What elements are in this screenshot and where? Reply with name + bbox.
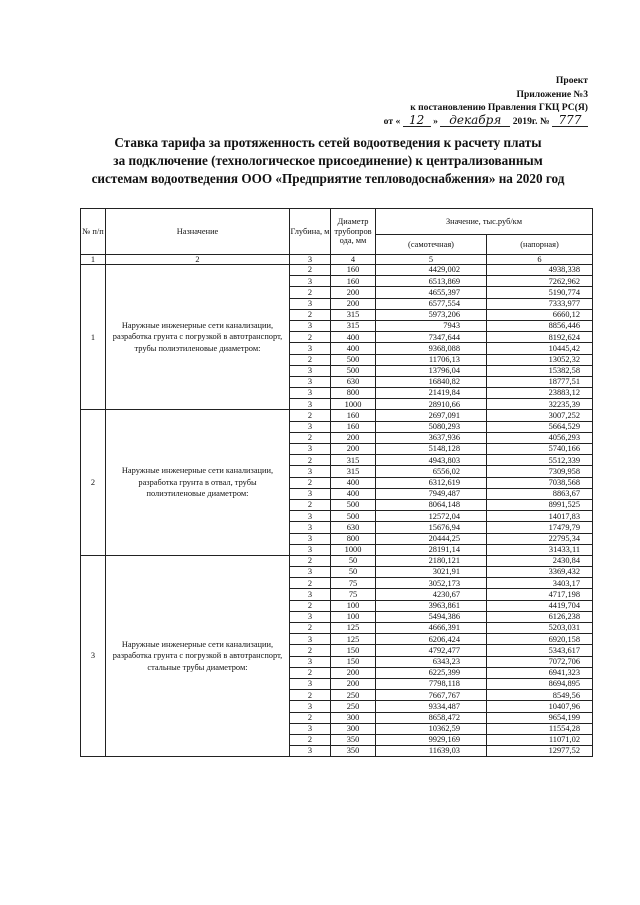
pressure-value-cell: 2430,84 xyxy=(487,555,593,566)
depth-cell: 3 xyxy=(290,746,331,757)
diameter-cell: 150 xyxy=(331,656,376,667)
table-row xyxy=(81,265,593,276)
tariff-table-body xyxy=(81,265,593,757)
diameter-cell: 100 xyxy=(331,611,376,622)
gravity-value-cell: 4655,397 xyxy=(376,287,487,298)
gravity-value-cell: 5148,128 xyxy=(376,444,487,455)
depth-cell: 3 xyxy=(290,320,331,331)
table-row xyxy=(81,410,593,421)
column-number: 4 xyxy=(331,255,376,265)
depth-cell: 3 xyxy=(290,298,331,309)
table-row xyxy=(81,555,593,566)
gravity-value-cell: 7949,487 xyxy=(376,488,487,499)
pressure-value-cell: 13052,32 xyxy=(487,354,593,365)
gravity-value-cell: 6556,02 xyxy=(376,466,487,477)
gravity-value-cell: 12572,04 xyxy=(376,511,487,522)
diameter-cell: 250 xyxy=(331,701,376,712)
pressure-value-cell: 7333,977 xyxy=(487,298,593,309)
depth-cell: 3 xyxy=(290,511,331,522)
gravity-value-cell: 9929,169 xyxy=(376,734,487,745)
depth-cell: 3 xyxy=(290,365,331,376)
depth-cell: 2 xyxy=(290,499,331,510)
gravity-value-cell: 7798,118 xyxy=(376,678,487,689)
group-number: 3 xyxy=(81,555,106,756)
depth-cell: 2 xyxy=(290,432,331,443)
depth-cell: 3 xyxy=(290,544,331,555)
diameter-cell: 500 xyxy=(331,511,376,522)
pressure-value-cell: 8991,525 xyxy=(487,499,593,510)
pressure-value-cell: 5664,529 xyxy=(487,421,593,432)
gravity-value-cell: 5973,206 xyxy=(376,309,487,320)
gravity-value-cell: 3637,936 xyxy=(376,432,487,443)
gravity-value-cell: 10362,59 xyxy=(376,723,487,734)
gravity-value-cell: 4792,477 xyxy=(376,645,487,656)
pressure-value-cell: 5740,166 xyxy=(487,444,593,455)
depth-cell: 2 xyxy=(290,734,331,745)
gravity-value-cell: 3021,91 xyxy=(376,567,487,578)
pressure-value-cell: 32235,39 xyxy=(487,399,593,410)
pressure-value-cell: 6941,323 xyxy=(487,667,593,678)
document-title xyxy=(58,134,598,188)
depth-cell: 2 xyxy=(290,578,331,589)
depth-cell: 2 xyxy=(290,690,331,701)
group-description: Наружные инженерные сети канализации, разработка грунта с погрузкой в автотранспорт, трубы полиэтиленовые диаметром: xyxy=(106,265,290,410)
diameter-cell: 160 xyxy=(331,410,376,421)
diameter-cell: 200 xyxy=(331,678,376,689)
diameter-cell: 200 xyxy=(331,667,376,678)
depth-cell: 3 xyxy=(290,421,331,432)
pressure-value-cell: 7309,958 xyxy=(487,466,593,477)
gravity-value-cell: 11706,13 xyxy=(376,354,487,365)
gravity-value-cell: 28191,14 xyxy=(376,544,487,555)
diameter-cell: 125 xyxy=(331,623,376,634)
depth-cell: 3 xyxy=(290,567,331,578)
diameter-cell: 200 xyxy=(331,287,376,298)
gravity-value-cell: 4429,002 xyxy=(376,265,487,276)
depth-cell: 3 xyxy=(290,611,331,622)
depth-cell: 2 xyxy=(290,712,331,723)
diameter-cell: 160 xyxy=(331,265,376,276)
handwritten-doc-number: 777 xyxy=(552,115,588,127)
date-year: 2019г. № xyxy=(512,115,550,127)
pressure-value-cell: 7262,962 xyxy=(487,276,593,287)
gravity-value-cell: 7667,767 xyxy=(376,690,487,701)
gravity-value-cell: 6577,554 xyxy=(376,298,487,309)
column-number: 2 xyxy=(106,255,290,265)
group-description: Наружные инженерные сети канализации, разработка грунта с погрузкой в автотранспорт, стальные трубы диаметром: xyxy=(106,555,290,756)
depth-cell: 2 xyxy=(290,477,331,488)
depth-cell: 3 xyxy=(290,589,331,600)
diameter-cell: 630 xyxy=(331,522,376,533)
diameter-cell: 160 xyxy=(331,276,376,287)
diameter-cell: 300 xyxy=(331,723,376,734)
appendix-label: Приложение №3 xyxy=(516,88,588,100)
gravity-value-cell: 3963,861 xyxy=(376,600,487,611)
gravity-value-cell: 13796,04 xyxy=(376,365,487,376)
diameter-cell: 50 xyxy=(331,555,376,566)
depth-cell: 2 xyxy=(290,623,331,634)
diameter-cell: 800 xyxy=(331,388,376,399)
title-line: за подключение (технологическое присоединение) к централизованным xyxy=(113,153,543,168)
diameter-cell: 315 xyxy=(331,309,376,320)
gravity-value-cell: 5494,386 xyxy=(376,611,487,622)
header-gravity: (самотечная) xyxy=(376,235,487,255)
diameter-cell: 315 xyxy=(331,466,376,477)
diameter-cell: 400 xyxy=(331,343,376,354)
pressure-value-cell: 4056,293 xyxy=(487,432,593,443)
depth-cell: 3 xyxy=(290,399,331,410)
header-pressure: (напорная) xyxy=(487,235,593,255)
diameter-cell: 1000 xyxy=(331,544,376,555)
depth-cell: 3 xyxy=(290,723,331,734)
depth-cell: 3 xyxy=(290,343,331,354)
depth-cell: 3 xyxy=(290,444,331,455)
gravity-value-cell: 28910,66 xyxy=(376,399,487,410)
pressure-value-cell: 5190,774 xyxy=(487,287,593,298)
depth-cell: 2 xyxy=(290,265,331,276)
gravity-value-cell: 9368,088 xyxy=(376,343,487,354)
pressure-value-cell: 3007,252 xyxy=(487,410,593,421)
pressure-value-cell: 9654,199 xyxy=(487,712,593,723)
depth-cell: 3 xyxy=(290,533,331,544)
gravity-value-cell: 3052,173 xyxy=(376,578,487,589)
pressure-value-cell: 14017,83 xyxy=(487,511,593,522)
header-diameter: Диаметр трубопров ода, мм xyxy=(331,209,376,255)
group-number: 2 xyxy=(81,410,106,555)
title-line: системам водоотведения ООО «Предприятие тепловодоснабжения» на 2020 год xyxy=(91,171,565,186)
diameter-cell: 400 xyxy=(331,332,376,343)
diameter-cell: 315 xyxy=(331,320,376,331)
diameter-cell: 350 xyxy=(331,734,376,745)
resolution-date-line xyxy=(383,112,588,129)
pressure-value-cell: 6920,158 xyxy=(487,634,593,645)
depth-cell: 2 xyxy=(290,600,331,611)
pressure-value-cell: 10445,42 xyxy=(487,343,593,354)
pressure-value-cell: 4419,704 xyxy=(487,600,593,611)
pressure-value-cell: 31433,11 xyxy=(487,544,593,555)
depth-cell: 3 xyxy=(290,701,331,712)
gravity-value-cell: 9334,487 xyxy=(376,701,487,712)
pressure-value-cell: 11554,28 xyxy=(487,723,593,734)
pressure-value-cell: 23883,12 xyxy=(487,388,593,399)
diameter-cell: 630 xyxy=(331,376,376,387)
pressure-value-cell: 17479,79 xyxy=(487,522,593,533)
depth-cell: 2 xyxy=(290,287,331,298)
diameter-cell: 500 xyxy=(331,354,376,365)
diameter-cell: 400 xyxy=(331,477,376,488)
diameter-cell: 350 xyxy=(331,746,376,757)
gravity-value-cell: 6225,399 xyxy=(376,667,487,678)
gravity-value-cell: 7943 xyxy=(376,320,487,331)
depth-cell: 2 xyxy=(290,555,331,566)
diameter-cell: 400 xyxy=(331,488,376,499)
depth-cell: 3 xyxy=(290,488,331,499)
diameter-cell: 800 xyxy=(331,533,376,544)
pressure-value-cell: 8856,446 xyxy=(487,320,593,331)
pressure-value-cell: 5203,031 xyxy=(487,623,593,634)
document-header xyxy=(384,74,588,128)
depth-cell: 2 xyxy=(290,667,331,678)
pressure-value-cell: 7072,706 xyxy=(487,656,593,667)
gravity-value-cell: 16840,82 xyxy=(376,376,487,387)
gravity-value-cell: 4230,67 xyxy=(376,589,487,600)
tariff-table xyxy=(80,208,593,757)
depth-cell: 3 xyxy=(290,276,331,287)
gravity-value-cell: 6312,619 xyxy=(376,477,487,488)
depth-cell: 2 xyxy=(290,645,331,656)
gravity-value-cell: 8658,472 xyxy=(376,712,487,723)
depth-cell: 3 xyxy=(290,656,331,667)
header-purpose: Назначение xyxy=(106,209,290,255)
column-number: 3 xyxy=(290,255,331,265)
gravity-value-cell: 4943,803 xyxy=(376,455,487,466)
resolution-label: к постановлению Правления ГКЦ РС(Я) xyxy=(410,102,588,113)
depth-cell: 2 xyxy=(290,309,331,320)
pressure-value-cell: 18777,51 xyxy=(487,376,593,387)
diameter-cell: 200 xyxy=(331,444,376,455)
header-value: Значение, тыс.руб/км xyxy=(376,209,593,235)
pressure-value-cell: 3403,17 xyxy=(487,578,593,589)
gravity-value-cell: 6343,23 xyxy=(376,656,487,667)
diameter-cell: 315 xyxy=(331,455,376,466)
diameter-cell: 75 xyxy=(331,578,376,589)
column-number: 1 xyxy=(81,255,106,265)
depth-cell: 2 xyxy=(290,354,331,365)
pressure-value-cell: 4938,338 xyxy=(487,265,593,276)
diameter-cell: 1000 xyxy=(331,399,376,410)
gravity-value-cell: 21419,84 xyxy=(376,388,487,399)
gravity-value-cell: 7347,644 xyxy=(376,332,487,343)
diameter-cell: 250 xyxy=(331,690,376,701)
draft-label: Проект xyxy=(555,75,588,86)
pressure-value-cell: 6660,12 xyxy=(487,309,593,320)
depth-cell: 2 xyxy=(290,410,331,421)
pressure-value-cell: 12977,52 xyxy=(487,746,593,757)
header-depth: Глубина, м xyxy=(290,209,331,255)
depth-cell: 3 xyxy=(290,376,331,387)
diameter-cell: 100 xyxy=(331,600,376,611)
pressure-value-cell: 22795,34 xyxy=(487,533,593,544)
group-number: 1 xyxy=(81,265,106,410)
header-num: № п/п xyxy=(81,209,106,255)
gravity-value-cell: 2697,091 xyxy=(376,410,487,421)
pressure-value-cell: 3369,432 xyxy=(487,567,593,578)
gravity-value-cell: 20444,25 xyxy=(376,533,487,544)
column-number: 5 xyxy=(376,255,487,265)
gravity-value-cell: 4666,391 xyxy=(376,623,487,634)
diameter-cell: 500 xyxy=(331,365,376,376)
date-separator: » xyxy=(433,115,438,127)
gravity-value-cell: 2180,121 xyxy=(376,555,487,566)
pressure-value-cell: 10407,96 xyxy=(487,701,593,712)
gravity-value-cell: 6206,424 xyxy=(376,634,487,645)
depth-cell: 3 xyxy=(290,634,331,645)
pressure-value-cell: 15382,58 xyxy=(487,365,593,376)
gravity-value-cell: 5080,293 xyxy=(376,421,487,432)
handwritten-month: декабря xyxy=(440,115,510,127)
gravity-value-cell: 11639,03 xyxy=(376,746,487,757)
diameter-cell: 200 xyxy=(331,298,376,309)
pressure-value-cell: 5343,617 xyxy=(487,645,593,656)
pressure-value-cell: 8549,56 xyxy=(487,690,593,701)
depth-cell: 2 xyxy=(290,455,331,466)
pressure-value-cell: 8863,67 xyxy=(487,488,593,499)
pressure-value-cell: 11071,02 xyxy=(487,734,593,745)
column-number: 6 xyxy=(487,255,593,265)
date-prefix: от « xyxy=(383,115,401,127)
gravity-value-cell: 15676,94 xyxy=(376,522,487,533)
diameter-cell: 300 xyxy=(331,712,376,723)
diameter-cell: 500 xyxy=(331,499,376,510)
depth-cell: 3 xyxy=(290,678,331,689)
pressure-value-cell: 7038,568 xyxy=(487,477,593,488)
depth-cell: 3 xyxy=(290,388,331,399)
depth-cell: 3 xyxy=(290,466,331,477)
diameter-cell: 200 xyxy=(331,432,376,443)
depth-cell: 3 xyxy=(290,522,331,533)
diameter-cell: 125 xyxy=(331,634,376,645)
gravity-value-cell: 8064,148 xyxy=(376,499,487,510)
group-description: Наружные инженерные сети канализации, разработка грунта в отвал, трубы полиэтиленовые диаметром: xyxy=(106,410,290,555)
title-line: Ставка тарифа за протяженность сетей водоотведения к расчету платы xyxy=(114,135,542,150)
pressure-value-cell: 8192,624 xyxy=(487,332,593,343)
diameter-cell: 150 xyxy=(331,645,376,656)
pressure-value-cell: 6126,238 xyxy=(487,611,593,622)
pressure-value-cell: 4717,198 xyxy=(487,589,593,600)
diameter-cell: 50 xyxy=(331,567,376,578)
diameter-cell: 160 xyxy=(331,421,376,432)
depth-cell: 2 xyxy=(290,332,331,343)
gravity-value-cell: 6513,869 xyxy=(376,276,487,287)
pressure-value-cell: 8694,895 xyxy=(487,678,593,689)
pressure-value-cell: 5512,339 xyxy=(487,455,593,466)
diameter-cell: 75 xyxy=(331,589,376,600)
handwritten-day: 12 xyxy=(403,115,431,127)
